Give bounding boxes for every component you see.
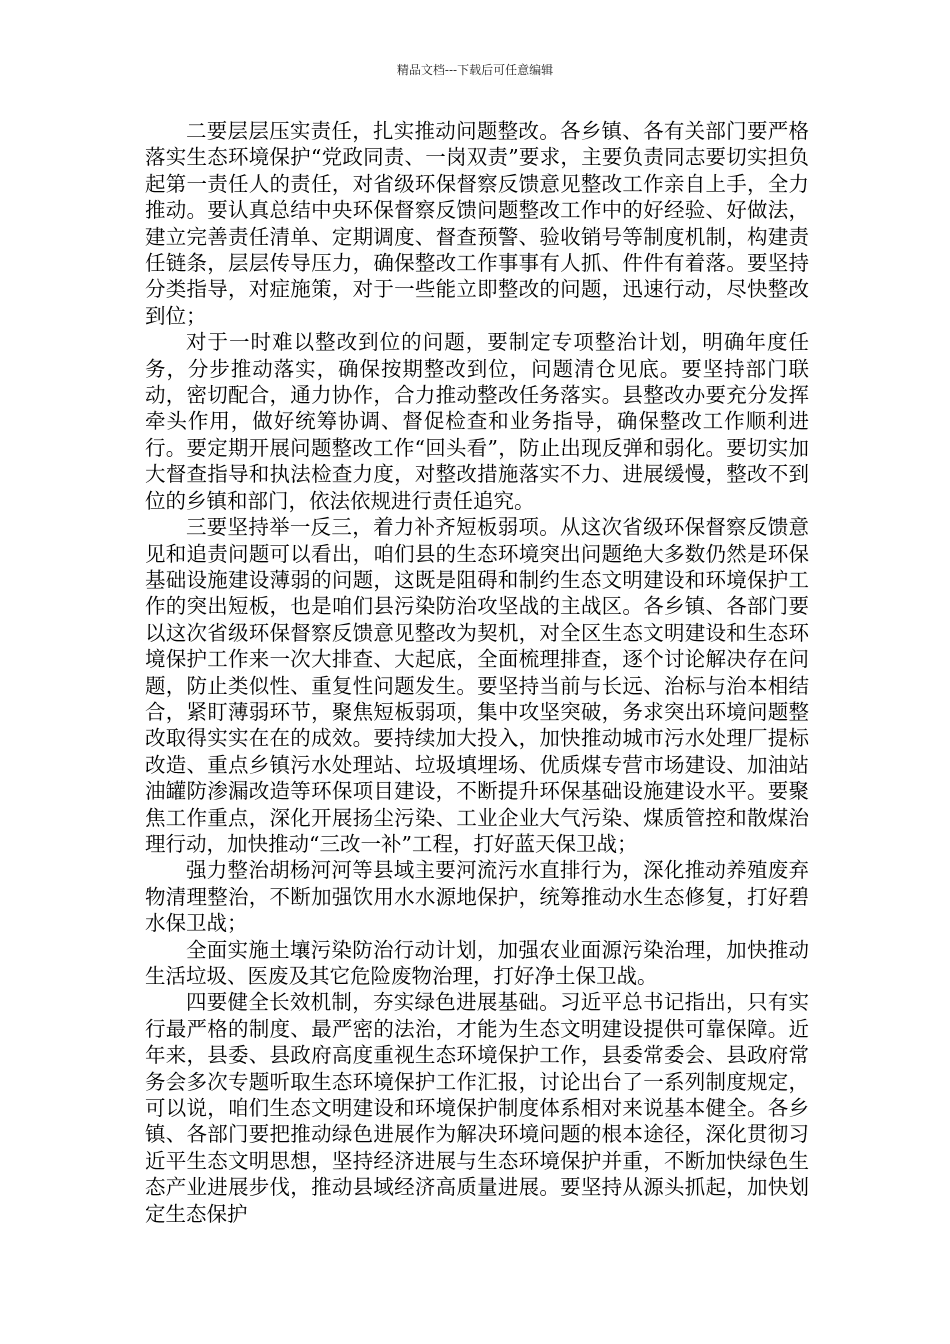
page-header: 精品文档---下载后可任意编辑	[396, 63, 554, 77]
paragraph-3: 三要坚持举一反三，着力补齐短板弱项。从这次省级环保督察反馈意见和追责问题可以看出，咱们县的生态环境突出问题绝大多数仍然是环保基础设施建设薄弱的问题，这既是阻碍和制约生态文明建设和环境保护工作的突出短板，也是咱们县污染防治攻坚战的主战区。各乡镇、各部门要以这次省级环保督察反馈意见整改为契机，对全区生态文明建设和生态环境保护工作来一次大排查、大起底，全面梳理排查，逐个讨论解决存在问题，防止类似性、重复性问题发生。要坚持当前与长远、治标与治本相结合，紧盯薄弱环节，聚焦短板弱项，集中攻坚突破，务求突出环境问题整改取得实实在在的成效。要持续加大投入，加快推动城市污水处理厂提标改造、重点乡镇污水处理站、垃圾填埋场、优质煤专营市场建设、加油站油罐防渗漏改造等环保项目建设，不断提升环保基础设施建设水平。要聚焦工作重点，深化开展扬尘污染、工业企业大气污染、煤质管控和散煤治理行动，加快推动“三改一补”工程，打好蓝天保卫战；	[145, 515, 809, 856]
paragraph-6: 四要健全长效机制，夯实绿色进展基础。习近平总书记指出，只有实行最严格的制度、最严密的法治，才能为生态文明建设提供可靠保障。近年来，县委、县政府高度重视生态环境保护工作，县委常委会、县政府常务会多次专题听取生态环境保护工作汇报，讨论出台了一系列制度规定，可以说，咱们生态文明建设和环境保护制度体系相对来说基本健全。各乡镇、各部门要把推动绿色进展作为解决环境问题的根本途径，深化贯彻习近平生态文明思想，坚持经济进展与生态环境保护并重，不断加快绿色生态产业进展步伐，推动县域经济高质量进展。要坚持从源头抓起，加快划定生态保护	[145, 990, 809, 1226]
document-body	[145, 118, 809, 1227]
paragraph-1: 二要层层压实责任，扎实推动问题整改。各乡镇、各有关部门要严格落实生态环境保护“党政同责、一岗双责”要求，主要负责同志要切实担负起第一责任人的责任，对省级环保督察反馈意见整改工作亲自上手，全力推动。要认真总结中央环保督察反馈问题整改工作中的好经验、好做法，建立完善责任清单、定期调度、督查预警、验收销号等制度机制，构建责任链条，层层传导压力，确保整改工作事事有人抓、件件有着落。要坚持分类指导，对症施策，对于一些能立即整改的问题，迅速行动，尽快整改到位；	[145, 119, 809, 328]
paragraph-4: 强力整治胡杨河河等县域主要河流污水直排行为，深化推动养殖废弃物清理整治，不断加强饮用水水源地保护，统筹推动水生态修复，打好碧水保卫战；	[145, 858, 809, 936]
paragraph-2: 对于一时难以整改到位的问题，要制定专项整治计划，明确年度任务，分步推动落实，确保按期整改到位，问题清仓见底。要坚持部门联动，密切配合，通力协作，合力推动整改任务落实。县整改办要充分发挥牵头作用，做好统筹协调、督促检查和业务指导，确保整改工作顺利进行。要定期开展问题整改工作“回头看”，防止出现反弹和弱化。要切实加大督查指导和执法检查力度，对整改措施落实不力、进展缓慢，整改不到位的乡镇和部门，依法依规进行责任追究。	[145, 330, 809, 513]
paragraph-5: 全面实施土壤污染防治行动计划，加强农业面源污染治理，加快推动生活垃圾、医废及其它危险废物治理，打好净土保卫战。	[145, 937, 809, 988]
